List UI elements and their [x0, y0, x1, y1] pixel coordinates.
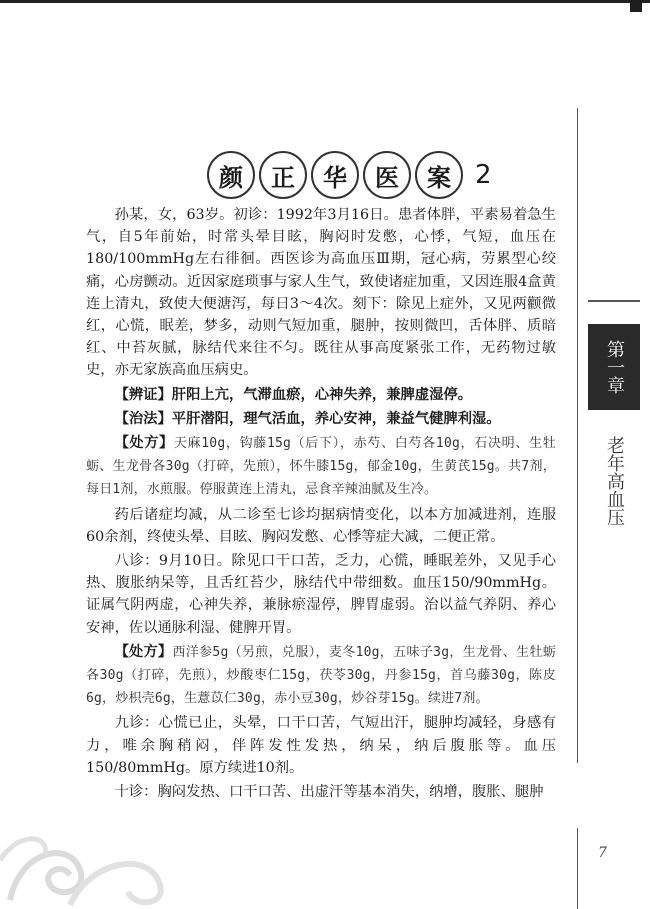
- title-char: 医: [363, 151, 411, 199]
- bianzheng-text: 肝阳上亢，气滞血瘀，心神失养，兼脾虚湿停。: [171, 386, 473, 403]
- corner-mark: [630, 0, 642, 12]
- prescription-1-label: 【处方】: [114, 435, 174, 452]
- title-char: 颜: [207, 151, 255, 199]
- margin-rule-lower: [577, 828, 578, 909]
- prescription-2-text: 西洋参5g（另煎，兑服），麦冬10g，五味子3g，生龙骨、生牡蛎各30g（打碎，先煎），炒酸枣仁15g，茯苓30g，丹参15g，首乌藤30g，陈皮6g，炒枳壳6g，生薏苡仁30g，赤小豆30g，炒谷芽15g。续进7剂。: [86, 644, 557, 707]
- chapter-label: 第一章: [588, 324, 640, 410]
- section-label: 老年高血压: [604, 436, 625, 526]
- prescription-2-label: 【处方】: [114, 643, 173, 660]
- prescription-1-text: 天麻10g，钩藤15g（后下），赤芍、白芍各10g，石决明、生牡蛎、生龙骨各30g（打碎，先煎），怀牛膝15g，郁金10g，生黄芪15g。共7剂，每日1剂，水煎服。停服黄连上清丸，忌食辛辣油腻及生冷。: [86, 436, 557, 498]
- paragraph-bianzheng: [86, 384, 556, 406]
- zhifa-label: 【治法】: [114, 410, 172, 427]
- paragraph-followup: 药后诸症均减，从二诊至七诊均据病情变化，以本方加减进剂，连服60余剂，终使头晕、目眩、胸闷发憋、心悸等症大减，二便正常。: [86, 506, 556, 545]
- title-char: 案: [415, 151, 463, 199]
- paragraph-prescription-2: [86, 641, 556, 711]
- top-rule: [0, 0, 650, 3]
- paragraph-ninth-visit: 九诊：心慌已止，头晕，口干口苦，气短出汗，腿肿均减轻，身感有力，唯余胸稍闷，伴阵发性发热，纳呆，纳后腹胀等。血压150/80mmHg。原方续进10剂。: [86, 715, 556, 776]
- chapter-side-tab: [578, 300, 650, 546]
- paragraph-first-visit: 孙某，女，63岁。初诊：1992年3月16日。患者体胖，平素易着急生气，自5年前始，时常头晕目眩，胸闷时发憋，心悸，气短，血压在180/100mmHg左右徘徊。西医诊为高血压Ⅲ期，冠心病，劳累型心绞痛，心房颤动。近因家庭琐事与家人生气，致使诸症加重，又因连服4盒黄连上清丸，致使大便溏泻，每日3～4次。刻下：除见上症外，又见两颧微红，心慌，眠差，梦多，动则气短加重，腿肿，按则微凹，舌体胖、质暗红、中苔灰腻，脉结代来往不匀。既往从事高度紧张工作，无药物过敏史，亦无家族高血压病史。: [86, 207, 556, 379]
- zhifa-text: 平肝潜阳，理气活血，养心安神，兼益气健脾利湿。: [171, 410, 501, 427]
- tab-ornament: [588, 300, 640, 324]
- title-char: 华: [311, 151, 359, 199]
- bianzheng-label: 【辨证】: [114, 386, 172, 403]
- paragraph-tenth-visit: 十诊：胸闷发热、口干口苦、出虚汗等基本消失，纳增，腹胀、腿肿: [114, 784, 544, 801]
- paragraph-zhifa: [86, 408, 556, 430]
- title-number: 2: [475, 160, 492, 190]
- page-number: 7: [598, 845, 607, 861]
- cloud-ornament: [0, 740, 180, 909]
- paragraph-eighth-visit: 八诊：9月10日。除见口干口苦，乏力，心慌，睡眠差外，又见手心热、腹胀纳呆等，且舌红苔少，脉结代中带细数。血压150/90mmHg。证属气阴两虚，心神失养，兼脉瘀湿停，脾胃虚弱。治以益气养阴、养心安神，佐以通脉利湿、健脾开胃。: [86, 553, 556, 636]
- title-char: 正: [259, 151, 307, 199]
- case-body: [86, 204, 556, 805]
- paragraph-prescription-1: [86, 432, 556, 502]
- case-title: [207, 151, 492, 199]
